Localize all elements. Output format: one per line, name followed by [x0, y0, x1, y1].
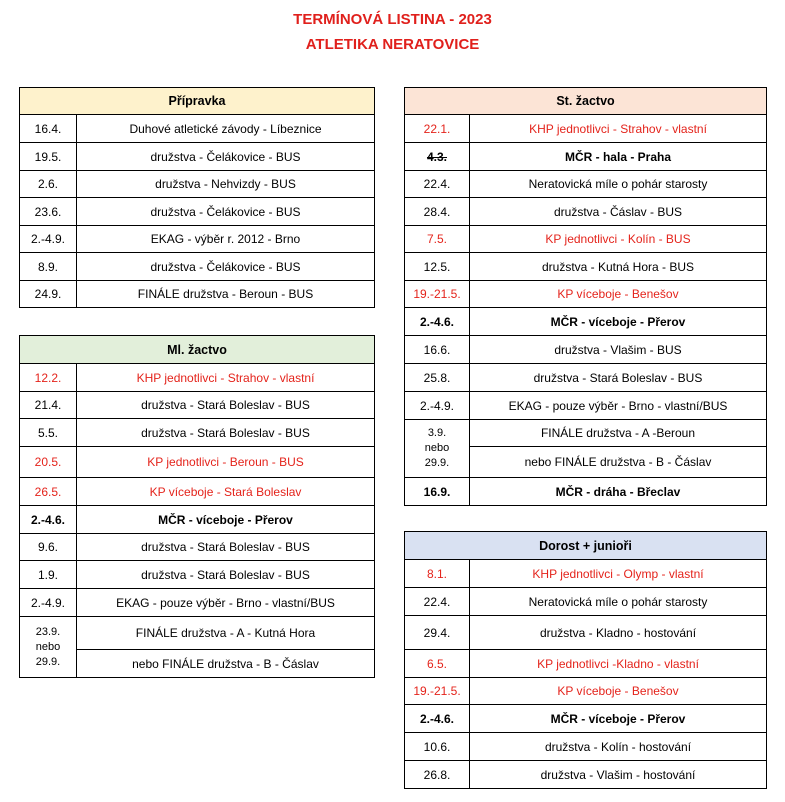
- date-cell: 8.9.: [20, 253, 77, 281]
- table-row: [20, 617, 375, 650]
- event-cell: KP víceboje - Benešov: [470, 678, 767, 705]
- table-row: [405, 143, 767, 171]
- date-cell: 2.-4.9.: [405, 392, 470, 420]
- table-row: [20, 534, 375, 561]
- date-cell: 19.5.: [20, 143, 77, 171]
- event-cell: družstva - Čelákovice - BUS: [77, 253, 375, 281]
- table-row: [405, 616, 767, 650]
- date-cell: 24.9.: [20, 281, 77, 308]
- date-cell: 25.8.: [405, 364, 470, 392]
- date-cell: 20.5.: [20, 447, 77, 478]
- event-cell: MČR - víceboje - Přerov: [77, 506, 375, 534]
- event-cell: KHP jednotlivci - Strahov - vlastní: [470, 115, 767, 143]
- date-cell: 10.6.: [405, 733, 470, 761]
- date-cell: 26.8.: [405, 761, 470, 789]
- event-cell: družstva - Čelákovice - BUS: [77, 198, 375, 226]
- event-cell: Neratovická míle o pohár starosty: [470, 588, 767, 616]
- date-cell: 12.5.: [405, 253, 470, 281]
- table-pripravka: [19, 87, 375, 308]
- table-row: [20, 115, 375, 143]
- section-header: Přípravka: [20, 88, 375, 115]
- event-cell: družstva - Nehvizdy - BUS: [77, 171, 375, 198]
- event-cell: družstva - Stará Boleslav - BUS: [77, 392, 375, 419]
- event-cell: družstva - Stará Boleslav - BUS: [77, 534, 375, 561]
- event-cell: nebo FINÁLE družstva - B - Čáslav: [77, 650, 375, 678]
- table-row: [405, 253, 767, 281]
- event-cell: EKAG - pouze výběr - Brno - vlastní/BUS: [77, 589, 375, 617]
- table-row: [405, 281, 767, 308]
- table-ml-zactvo: [19, 335, 375, 678]
- event-cell: KP jednotlivci - Kolín - BUS: [470, 226, 767, 253]
- document-subtitle: ATLETIKA NERATOVICE: [305, 36, 480, 53]
- table-row: [20, 171, 375, 198]
- date-cell: 16.6.: [405, 336, 470, 364]
- table-row: [405, 560, 767, 588]
- table-row: [20, 589, 375, 617]
- date-cell: 2.-4.9.: [20, 589, 77, 617]
- date-cell: 12.2.: [20, 364, 77, 392]
- table-row: [405, 761, 767, 789]
- event-cell: Duhové atletické závody - Líbeznice: [77, 115, 375, 143]
- date-cell: 8.1.: [405, 560, 470, 588]
- event-cell: KP víceboje - Benešov: [470, 281, 767, 308]
- date-cell: 22.1.: [405, 115, 470, 143]
- event-cell: nebo FINÁLE družstva - B - Čáslav: [470, 447, 767, 478]
- table-row: [405, 198, 767, 226]
- date-cell: 16.9.: [405, 478, 470, 506]
- event-cell: družstva - Kutná Hora - BUS: [470, 253, 767, 281]
- date-cell: 4.3.: [405, 143, 470, 171]
- table-row: [20, 392, 375, 419]
- date-cell: 2.-4.6.: [405, 308, 470, 336]
- event-cell: KHP jednotlivci - Strahov - vlastní: [77, 364, 375, 392]
- date-cell: 2.-4.9.: [20, 226, 77, 253]
- date-cell: 5.5.: [20, 419, 77, 447]
- event-cell: MČR - víceboje - Přerov: [470, 705, 767, 733]
- table-row: [405, 420, 767, 447]
- table-row: [20, 281, 375, 308]
- event-cell: EKAG - výběr r. 2012 - Brno: [77, 226, 375, 253]
- date-cell: 2.-4.6.: [405, 705, 470, 733]
- date-option-a: 3.9.: [427, 427, 447, 439]
- date-cell: 2.-4.6.: [20, 506, 77, 534]
- table-row: [405, 336, 767, 364]
- date-cell: 19.-21.5.: [405, 678, 470, 705]
- date-cell: 22.4.: [405, 588, 470, 616]
- table-row: [20, 143, 375, 171]
- date-cell: [20, 617, 77, 678]
- event-cell: družstva - Stará Boleslav - BUS: [470, 364, 767, 392]
- table-row: [405, 478, 767, 506]
- event-cell: MČR - dráha - Břeclav: [470, 478, 767, 506]
- event-cell: družstva - Stará Boleslav - BUS: [77, 561, 375, 589]
- table-row: [405, 171, 767, 198]
- table-row: [20, 364, 375, 392]
- section-header: St. žactvo: [405, 88, 767, 115]
- table-row: [20, 226, 375, 253]
- event-cell: EKAG - pouze výběr - Brno - vlastní/BUS: [470, 392, 767, 420]
- event-cell: družstva - Vlašim - hostování: [470, 761, 767, 789]
- event-cell: MČR - víceboje - Přerov: [470, 308, 767, 336]
- event-cell: MČR - hala - Praha: [470, 143, 767, 171]
- table-row: [405, 733, 767, 761]
- date-cell: 7.5.: [405, 226, 470, 253]
- date-option-b: 29.9.: [35, 655, 61, 668]
- table-row: [405, 678, 767, 705]
- date-cell: [405, 420, 470, 478]
- date-cell: 19.-21.5.: [405, 281, 470, 308]
- table-row: [405, 226, 767, 253]
- event-cell: KHP jednotlivci - Olymp - vlastní: [470, 560, 767, 588]
- date-cell: 22.4.: [405, 171, 470, 198]
- document-title: TERMÍNOVÁ LISTINA - 2023: [293, 11, 492, 28]
- event-cell: družstva - Čelákovice - BUS: [77, 143, 375, 171]
- event-cell: družstva - Čáslav - BUS: [470, 198, 767, 226]
- event-cell: FINÁLE družstva - A - Kutná Hora: [77, 617, 375, 650]
- date-option-a: 23.9.: [35, 625, 61, 638]
- event-cell: FINÁLE družstva - A -Beroun: [470, 420, 767, 447]
- event-cell: KP jednotlivci -Kladno - vlastní: [470, 650, 767, 678]
- date-cell: 23.6.: [20, 198, 77, 226]
- table-row: [405, 588, 767, 616]
- event-cell: družstva - Kolín - hostování: [470, 733, 767, 761]
- date-cell: 21.4.: [20, 392, 77, 419]
- date-cell: 6.5.: [405, 650, 470, 678]
- date-cell: 28.4.: [405, 198, 470, 226]
- table-row: [20, 561, 375, 589]
- table-row: [20, 506, 375, 534]
- section-header: Dorost + junioři: [405, 532, 767, 560]
- table-dorost: [404, 531, 767, 789]
- event-cell: družstva - Stará Boleslav - BUS: [77, 419, 375, 447]
- table-row: [405, 705, 767, 733]
- table-row: [20, 447, 375, 478]
- table-row: [405, 115, 767, 143]
- date-option-b: 29.9.: [424, 457, 450, 469]
- table-row: [405, 308, 767, 336]
- event-cell: družstva - Kladno - hostování: [470, 616, 767, 650]
- event-cell: FINÁLE družstva - Beroun - BUS: [77, 281, 375, 308]
- table-row: [20, 253, 375, 281]
- table-row: [20, 198, 375, 226]
- date-cell: 16.4.: [20, 115, 77, 143]
- table-row: [405, 392, 767, 420]
- table-row: [405, 650, 767, 678]
- date-cell: 29.4.: [405, 616, 470, 650]
- table-row: [20, 419, 375, 447]
- date-or: nebo: [424, 442, 450, 454]
- date-cell: 2.6.: [20, 171, 77, 198]
- date-cell: 9.6.: [20, 534, 77, 561]
- event-cell: Neratovická míle o pohár starosty: [470, 171, 767, 198]
- date-cell: 1.9.: [20, 561, 77, 589]
- section-header: Ml. žactvo: [20, 336, 375, 364]
- event-cell: KP víceboje - Stará Boleslav: [77, 478, 375, 506]
- table-row: [20, 478, 375, 506]
- date-or: nebo: [35, 640, 61, 653]
- date-cell: 26.5.: [20, 478, 77, 506]
- event-cell: družstva - Vlašim - BUS: [470, 336, 767, 364]
- table-st-zactvo: [404, 87, 767, 506]
- event-cell: KP jednotlivci - Beroun - BUS: [77, 447, 375, 478]
- table-row: [405, 364, 767, 392]
